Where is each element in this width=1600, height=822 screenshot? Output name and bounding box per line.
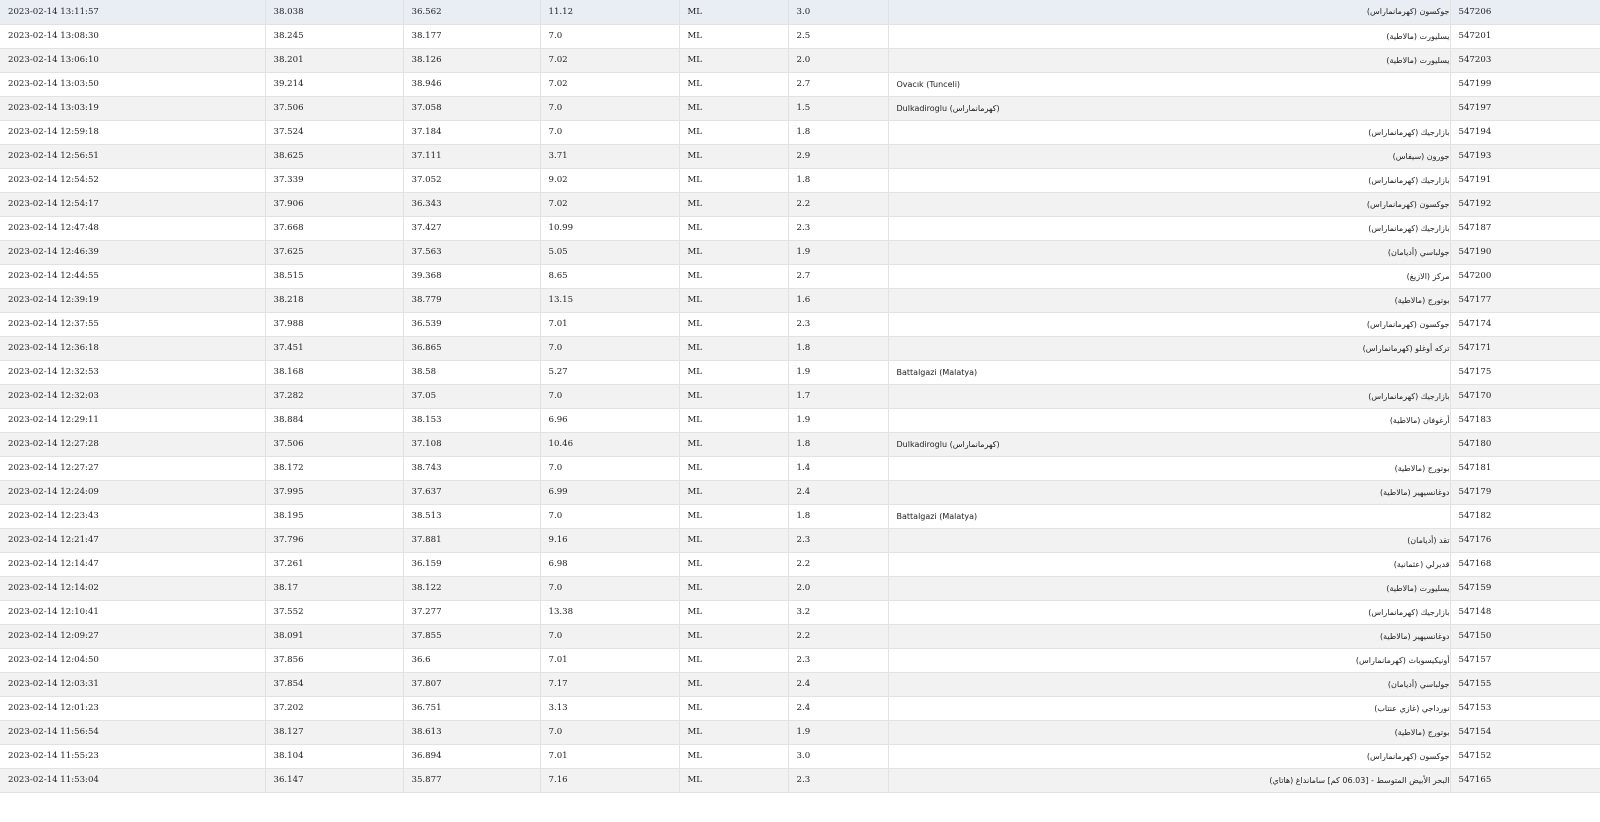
- cell-magnitude-type: ML: [679, 504, 788, 528]
- cell-magnitude: 2.2: [788, 624, 888, 648]
- cell-depth: 11.12: [540, 0, 679, 24]
- table-row[interactable]: [0, 264, 1600, 288]
- table-row[interactable]: [0, 336, 1600, 360]
- cell-magnitude-type: ML: [679, 360, 788, 384]
- cell-longitude: 37.427: [403, 216, 540, 240]
- cell-depth: 7.0: [540, 624, 679, 648]
- table-row[interactable]: [0, 432, 1600, 456]
- cell-location: بازارجيك (كهرمانماراس): [888, 384, 1450, 408]
- cell-longitude: 38.126: [403, 48, 540, 72]
- cell-magnitude: 2.4: [788, 672, 888, 696]
- cell-magnitude: 1.6: [788, 288, 888, 312]
- cell-magnitude: 2.4: [788, 480, 888, 504]
- cell-longitude: 37.108: [403, 432, 540, 456]
- cell-magnitude: 1.4: [788, 456, 888, 480]
- cell-magnitude: 2.9: [788, 144, 888, 168]
- cell-depth: 8.65: [540, 264, 679, 288]
- cell-longitude: 36.865: [403, 336, 540, 360]
- cell-location: جورون (سيفاس): [888, 144, 1450, 168]
- cell-magnitude: 1.8: [788, 336, 888, 360]
- cell-event-id: 547177: [1450, 288, 1600, 312]
- cell-datetime: 2023-02-14 13:11:57: [0, 0, 265, 24]
- cell-latitude: 37.451: [265, 336, 403, 360]
- cell-magnitude-type: ML: [679, 384, 788, 408]
- cell-magnitude-type: ML: [679, 24, 788, 48]
- cell-magnitude-type: ML: [679, 336, 788, 360]
- cell-event-id: 547200: [1450, 264, 1600, 288]
- cell-event-id: 547148: [1450, 600, 1600, 624]
- cell-latitude: 38.091: [265, 624, 403, 648]
- cell-datetime: 2023-02-14 12:24:09: [0, 480, 265, 504]
- table-row[interactable]: [0, 384, 1600, 408]
- cell-magnitude-type: ML: [679, 576, 788, 600]
- cell-event-id: 547155: [1450, 672, 1600, 696]
- cell-depth: 6.96: [540, 408, 679, 432]
- cell-datetime: 2023-02-14 12:23:43: [0, 504, 265, 528]
- cell-magnitude: 1.8: [788, 120, 888, 144]
- cell-event-id: 547170: [1450, 384, 1600, 408]
- cell-location: تقد (أديامان): [888, 528, 1450, 552]
- cell-datetime: 2023-02-14 12:03:31: [0, 672, 265, 696]
- cell-longitude: 38.58: [403, 360, 540, 384]
- cell-magnitude: 1.9: [788, 240, 888, 264]
- cell-location: يسليورت (مالاطية): [888, 576, 1450, 600]
- cell-magnitude: 2.3: [788, 312, 888, 336]
- cell-event-id: 547175: [1450, 360, 1600, 384]
- cell-event-id: 547150: [1450, 624, 1600, 648]
- cell-latitude: 38.168: [265, 360, 403, 384]
- cell-depth: 6.98: [540, 552, 679, 576]
- cell-datetime: 2023-02-14 12:54:52: [0, 168, 265, 192]
- cell-datetime: 2023-02-14 12:04:50: [0, 648, 265, 672]
- cell-depth: 7.0: [540, 720, 679, 744]
- cell-latitude: 38.245: [265, 24, 403, 48]
- cell-longitude: 38.743: [403, 456, 540, 480]
- cell-magnitude-type: ML: [679, 456, 788, 480]
- cell-event-id: 547152: [1450, 744, 1600, 768]
- cell-longitude: 36.894: [403, 744, 540, 768]
- cell-depth: 7.0: [540, 456, 679, 480]
- cell-magnitude: 3.2: [788, 600, 888, 624]
- cell-depth: 3.71: [540, 144, 679, 168]
- cell-latitude: 37.854: [265, 672, 403, 696]
- cell-location: Battalgazi (Malatya): [888, 360, 1450, 384]
- cell-depth: 7.0: [540, 504, 679, 528]
- table-row[interactable]: [0, 48, 1600, 72]
- cell-latitude: 37.524: [265, 120, 403, 144]
- cell-longitude: 38.613: [403, 720, 540, 744]
- cell-longitude: 38.153: [403, 408, 540, 432]
- cell-magnitude-type: ML: [679, 312, 788, 336]
- cell-event-id: 547157: [1450, 648, 1600, 672]
- cell-magnitude-type: ML: [679, 408, 788, 432]
- cell-event-id: 547180: [1450, 432, 1600, 456]
- cell-event-id: 547201: [1450, 24, 1600, 48]
- cell-magnitude-type: ML: [679, 552, 788, 576]
- cell-longitude: 38.946: [403, 72, 540, 96]
- cell-depth: 7.01: [540, 312, 679, 336]
- cell-datetime: 2023-02-14 12:29:11: [0, 408, 265, 432]
- cell-longitude: 38.122: [403, 576, 540, 600]
- cell-latitude: 38.127: [265, 720, 403, 744]
- cell-depth: 9.16: [540, 528, 679, 552]
- cell-datetime: 2023-02-14 12:47:48: [0, 216, 265, 240]
- cell-longitude: 37.807: [403, 672, 540, 696]
- cell-location: جولباسي (أديامان): [888, 672, 1450, 696]
- cell-latitude: 37.856: [265, 648, 403, 672]
- cell-longitude: 37.881: [403, 528, 540, 552]
- cell-location: نورداجي (غازي عنتاب): [888, 696, 1450, 720]
- cell-latitude: 37.995: [265, 480, 403, 504]
- cell-magnitude-type: ML: [679, 192, 788, 216]
- cell-magnitude: 1.9: [788, 360, 888, 384]
- cell-magnitude-type: ML: [679, 144, 788, 168]
- cell-magnitude-type: ML: [679, 72, 788, 96]
- cell-event-id: 547187: [1450, 216, 1600, 240]
- cell-magnitude: 2.0: [788, 576, 888, 600]
- table-row[interactable]: [0, 672, 1600, 696]
- cell-latitude: 37.668: [265, 216, 403, 240]
- table-row[interactable]: [0, 720, 1600, 744]
- table-row[interactable]: [0, 648, 1600, 672]
- cell-magnitude: 2.0: [788, 48, 888, 72]
- cell-event-id: 547174: [1450, 312, 1600, 336]
- cell-latitude: 37.261: [265, 552, 403, 576]
- cell-datetime: 2023-02-14 12:32:03: [0, 384, 265, 408]
- cell-location: جولباسي (أديامان): [888, 240, 1450, 264]
- cell-latitude: 37.202: [265, 696, 403, 720]
- cell-depth: 7.17: [540, 672, 679, 696]
- cell-magnitude: 2.4: [788, 696, 888, 720]
- cell-longitude: 36.539: [403, 312, 540, 336]
- table-row[interactable]: [0, 360, 1600, 384]
- cell-latitude: 38.515: [265, 264, 403, 288]
- table-row[interactable]: [0, 120, 1600, 144]
- cell-depth: 7.16: [540, 768, 679, 792]
- table-row[interactable]: [0, 144, 1600, 168]
- cell-event-id: 547182: [1450, 504, 1600, 528]
- table-row[interactable]: [0, 600, 1600, 624]
- cell-location: جوكسون (كهرمانماراس): [888, 744, 1450, 768]
- cell-latitude: 38.218: [265, 288, 403, 312]
- cell-latitude: 37.906: [265, 192, 403, 216]
- table-row[interactable]: [0, 216, 1600, 240]
- table-row[interactable]: [0, 768, 1600, 792]
- cell-location: تركه أوغلو (كهرمانماراس): [888, 336, 1450, 360]
- table-row[interactable]: [0, 408, 1600, 432]
- cell-datetime: 2023-02-14 12:44:55: [0, 264, 265, 288]
- cell-magnitude: 1.8: [788, 504, 888, 528]
- cell-magnitude: 1.9: [788, 408, 888, 432]
- cell-event-id: 547159: [1450, 576, 1600, 600]
- cell-location: يسليورت (مالاطية): [888, 48, 1450, 72]
- cell-location: دوغانسيهير (مالاطية): [888, 480, 1450, 504]
- cell-magnitude: 2.7: [788, 264, 888, 288]
- cell-magnitude-type: ML: [679, 600, 788, 624]
- cell-datetime: 2023-02-14 12:54:17: [0, 192, 265, 216]
- table-row[interactable]: [0, 72, 1600, 96]
- cell-magnitude: 2.3: [788, 768, 888, 792]
- cell-event-id: 547168: [1450, 552, 1600, 576]
- cell-location: Battalgazi (Malatya): [888, 504, 1450, 528]
- cell-depth: 5.27: [540, 360, 679, 384]
- cell-latitude: 38.195: [265, 504, 403, 528]
- cell-magnitude-type: ML: [679, 528, 788, 552]
- table-row[interactable]: [0, 552, 1600, 576]
- cell-location: مركز (الازيغ): [888, 264, 1450, 288]
- cell-magnitude: 3.0: [788, 744, 888, 768]
- cell-event-id: 547181: [1450, 456, 1600, 480]
- table-row[interactable]: [0, 504, 1600, 528]
- cell-location: دوغانسيهير (مالاطية): [888, 624, 1450, 648]
- cell-datetime: 2023-02-14 13:06:10: [0, 48, 265, 72]
- cell-latitude: 37.339: [265, 168, 403, 192]
- cell-datetime: 2023-02-14 12:56:51: [0, 144, 265, 168]
- cell-datetime: 2023-02-14 12:14:02: [0, 576, 265, 600]
- cell-location: بوتورج (مالاطية): [888, 288, 1450, 312]
- cell-datetime: 2023-02-14 12:27:27: [0, 456, 265, 480]
- cell-depth: 7.0: [540, 24, 679, 48]
- cell-datetime: 2023-02-14 13:03:50: [0, 72, 265, 96]
- cell-latitude: 38.172: [265, 456, 403, 480]
- cell-location: Dulkadiroglu (كهرمانماراس): [888, 96, 1450, 120]
- cell-depth: 7.0: [540, 336, 679, 360]
- cell-longitude: 38.177: [403, 24, 540, 48]
- cell-longitude: 36.159: [403, 552, 540, 576]
- cell-event-id: 547192: [1450, 192, 1600, 216]
- table-row[interactable]: [0, 528, 1600, 552]
- cell-location: جوكسون (كهرمانماراس): [888, 312, 1450, 336]
- cell-magnitude-type: ML: [679, 0, 788, 24]
- cell-event-id: 547206: [1450, 0, 1600, 24]
- cell-magnitude-type: ML: [679, 768, 788, 792]
- cell-latitude: 39.214: [265, 72, 403, 96]
- cell-longitude: 37.184: [403, 120, 540, 144]
- cell-depth: 10.46: [540, 432, 679, 456]
- cell-latitude: 37.506: [265, 96, 403, 120]
- cell-depth: 7.01: [540, 744, 679, 768]
- cell-event-id: 547191: [1450, 168, 1600, 192]
- table-row[interactable]: [0, 312, 1600, 336]
- cell-magnitude: 2.2: [788, 192, 888, 216]
- cell-magnitude-type: ML: [679, 96, 788, 120]
- cell-event-id: 547176: [1450, 528, 1600, 552]
- cell-depth: 9.02: [540, 168, 679, 192]
- cell-datetime: 2023-02-14 12:39:19: [0, 288, 265, 312]
- cell-magnitude: 2.3: [788, 216, 888, 240]
- cell-magnitude-type: ML: [679, 744, 788, 768]
- cell-longitude: 36.343: [403, 192, 540, 216]
- cell-longitude: 37.855: [403, 624, 540, 648]
- cell-longitude: 36.562: [403, 0, 540, 24]
- cell-latitude: 38.104: [265, 744, 403, 768]
- cell-depth: 13.38: [540, 600, 679, 624]
- cell-longitude: 37.563: [403, 240, 540, 264]
- cell-location: أرغوفان (مالاطية): [888, 408, 1450, 432]
- cell-location: يسليورت (مالاطية): [888, 24, 1450, 48]
- cell-depth: 13.15: [540, 288, 679, 312]
- cell-longitude: 37.277: [403, 600, 540, 624]
- cell-latitude: 37.552: [265, 600, 403, 624]
- cell-magnitude-type: ML: [679, 120, 788, 144]
- cell-datetime: 2023-02-14 12:46:39: [0, 240, 265, 264]
- table-row[interactable]: [0, 576, 1600, 600]
- cell-location: بوتورج (مالاطية): [888, 456, 1450, 480]
- cell-latitude: 38.17: [265, 576, 403, 600]
- cell-magnitude-type: ML: [679, 480, 788, 504]
- cell-magnitude-type: ML: [679, 288, 788, 312]
- cell-longitude: 37.052: [403, 168, 540, 192]
- cell-datetime: 2023-02-14 11:55:23: [0, 744, 265, 768]
- cell-magnitude: 1.5: [788, 96, 888, 120]
- cell-magnitude: 1.9: [788, 720, 888, 744]
- cell-depth: 7.02: [540, 192, 679, 216]
- cell-longitude: 37.637: [403, 480, 540, 504]
- cell-datetime: 2023-02-14 12:09:27: [0, 624, 265, 648]
- cell-event-id: 547203: [1450, 48, 1600, 72]
- cell-depth: 7.0: [540, 120, 679, 144]
- cell-event-id: 547183: [1450, 408, 1600, 432]
- cell-longitude: 35.877: [403, 768, 540, 792]
- table-row[interactable]: [0, 168, 1600, 192]
- cell-magnitude-type: ML: [679, 216, 788, 240]
- cell-location: بازارجيك (كهرمانماراس): [888, 168, 1450, 192]
- cell-depth: 7.02: [540, 48, 679, 72]
- cell-datetime: 2023-02-14 11:56:54: [0, 720, 265, 744]
- table-row[interactable]: [0, 744, 1600, 768]
- cell-depth: 7.0: [540, 576, 679, 600]
- table-row[interactable]: [0, 0, 1600, 24]
- cell-event-id: 547165: [1450, 768, 1600, 792]
- cell-magnitude-type: ML: [679, 624, 788, 648]
- cell-location: البحر الأبيض المتوسط - [06.03 كم] سامانداغ (هاتاي): [888, 768, 1450, 792]
- cell-longitude: 37.058: [403, 96, 540, 120]
- cell-location: Dulkadiroglu (كهرمانماراس): [888, 432, 1450, 456]
- table-row[interactable]: [0, 96, 1600, 120]
- cell-magnitude: 1.7: [788, 384, 888, 408]
- cell-latitude: 37.506: [265, 432, 403, 456]
- cell-event-id: 547154: [1450, 720, 1600, 744]
- cell-datetime: 2023-02-14 12:01:23: [0, 696, 265, 720]
- cell-magnitude-type: ML: [679, 240, 788, 264]
- cell-location: جوكسون (كهرمانماراس): [888, 0, 1450, 24]
- cell-datetime: 2023-02-14 12:36:18: [0, 336, 265, 360]
- cell-event-id: 547193: [1450, 144, 1600, 168]
- cell-magnitude: 2.7: [788, 72, 888, 96]
- cell-longitude: 38.779: [403, 288, 540, 312]
- table-row[interactable]: [0, 24, 1600, 48]
- cell-depth: 3.13: [540, 696, 679, 720]
- cell-event-id: 547194: [1450, 120, 1600, 144]
- cell-datetime: 2023-02-14 13:08:30: [0, 24, 265, 48]
- cell-latitude: 37.282: [265, 384, 403, 408]
- cell-latitude: 37.796: [265, 528, 403, 552]
- cell-location: أونيكيسوباث (كهرمانماراس): [888, 648, 1450, 672]
- cell-location: قديرلي (عثمانية): [888, 552, 1450, 576]
- table-row[interactable]: [0, 456, 1600, 480]
- cell-latitude: 37.988: [265, 312, 403, 336]
- cell-magnitude: 2.2: [788, 552, 888, 576]
- cell-datetime: 2023-02-14 12:37:55: [0, 312, 265, 336]
- cell-depth: 6.99: [540, 480, 679, 504]
- cell-datetime: 2023-02-14 12:14:47: [0, 552, 265, 576]
- cell-longitude: 37.05: [403, 384, 540, 408]
- cell-depth: 7.01: [540, 648, 679, 672]
- cell-datetime: 2023-02-14 11:53:04: [0, 768, 265, 792]
- cell-magnitude: 2.3: [788, 648, 888, 672]
- cell-magnitude-type: ML: [679, 432, 788, 456]
- cell-magnitude-type: ML: [679, 264, 788, 288]
- table-row[interactable]: [0, 624, 1600, 648]
- cell-longitude: 39.368: [403, 264, 540, 288]
- table-row[interactable]: [0, 480, 1600, 504]
- cell-magnitude-type: ML: [679, 168, 788, 192]
- table-row[interactable]: [0, 240, 1600, 264]
- cell-latitude: 37.625: [265, 240, 403, 264]
- cell-depth: 7.0: [540, 96, 679, 120]
- cell-event-id: 547190: [1450, 240, 1600, 264]
- cell-longitude: 36.751: [403, 696, 540, 720]
- cell-magnitude: 1.8: [788, 168, 888, 192]
- cell-datetime: 2023-02-14 12:10:41: [0, 600, 265, 624]
- cell-magnitude-type: ML: [679, 48, 788, 72]
- cell-depth: 10.99: [540, 216, 679, 240]
- cell-latitude: 38.201: [265, 48, 403, 72]
- cell-magnitude-type: ML: [679, 672, 788, 696]
- cell-depth: 5.05: [540, 240, 679, 264]
- cell-magnitude-type: ML: [679, 648, 788, 672]
- cell-datetime: 2023-02-14 12:59:18: [0, 120, 265, 144]
- cell-latitude: 38.884: [265, 408, 403, 432]
- cell-magnitude-type: ML: [679, 696, 788, 720]
- cell-event-id: 547197: [1450, 96, 1600, 120]
- cell-event-id: 547199: [1450, 72, 1600, 96]
- cell-datetime: 2023-02-14 12:27:28: [0, 432, 265, 456]
- cell-location: بازارجيك (كهرمانماراس): [888, 120, 1450, 144]
- cell-latitude: 38.625: [265, 144, 403, 168]
- cell-latitude: 38.038: [265, 0, 403, 24]
- cell-location: بازارجيك (كهرمانماراس): [888, 600, 1450, 624]
- cell-longitude: 38.513: [403, 504, 540, 528]
- cell-magnitude-type: ML: [679, 720, 788, 744]
- cell-location: جوكسون (كهرمانماراس): [888, 192, 1450, 216]
- cell-location: بوتورج (مالاطية): [888, 720, 1450, 744]
- cell-latitude: 36.147: [265, 768, 403, 792]
- cell-datetime: 2023-02-14 13:03:19: [0, 96, 265, 120]
- table-row[interactable]: [0, 696, 1600, 720]
- cell-event-id: 547171: [1450, 336, 1600, 360]
- cell-magnitude: 2.5: [788, 24, 888, 48]
- cell-magnitude: 2.3: [788, 528, 888, 552]
- cell-magnitude: 1.8: [788, 432, 888, 456]
- cell-location: بازارجيك (كهرمانماراس): [888, 216, 1450, 240]
- cell-datetime: 2023-02-14 12:21:47: [0, 528, 265, 552]
- cell-event-id: 547153: [1450, 696, 1600, 720]
- table-row[interactable]: [0, 192, 1600, 216]
- cell-location: Ovacık (Tunceli): [888, 72, 1450, 96]
- cell-depth: 7.0: [540, 384, 679, 408]
- cell-longitude: 37.111: [403, 144, 540, 168]
- cell-longitude: 36.6: [403, 648, 540, 672]
- table-row[interactable]: [0, 288, 1600, 312]
- cell-event-id: 547179: [1450, 480, 1600, 504]
- cell-datetime: 2023-02-14 12:32:53: [0, 360, 265, 384]
- cell-magnitude: 3.0: [788, 0, 888, 24]
- cell-depth: 7.02: [540, 72, 679, 96]
